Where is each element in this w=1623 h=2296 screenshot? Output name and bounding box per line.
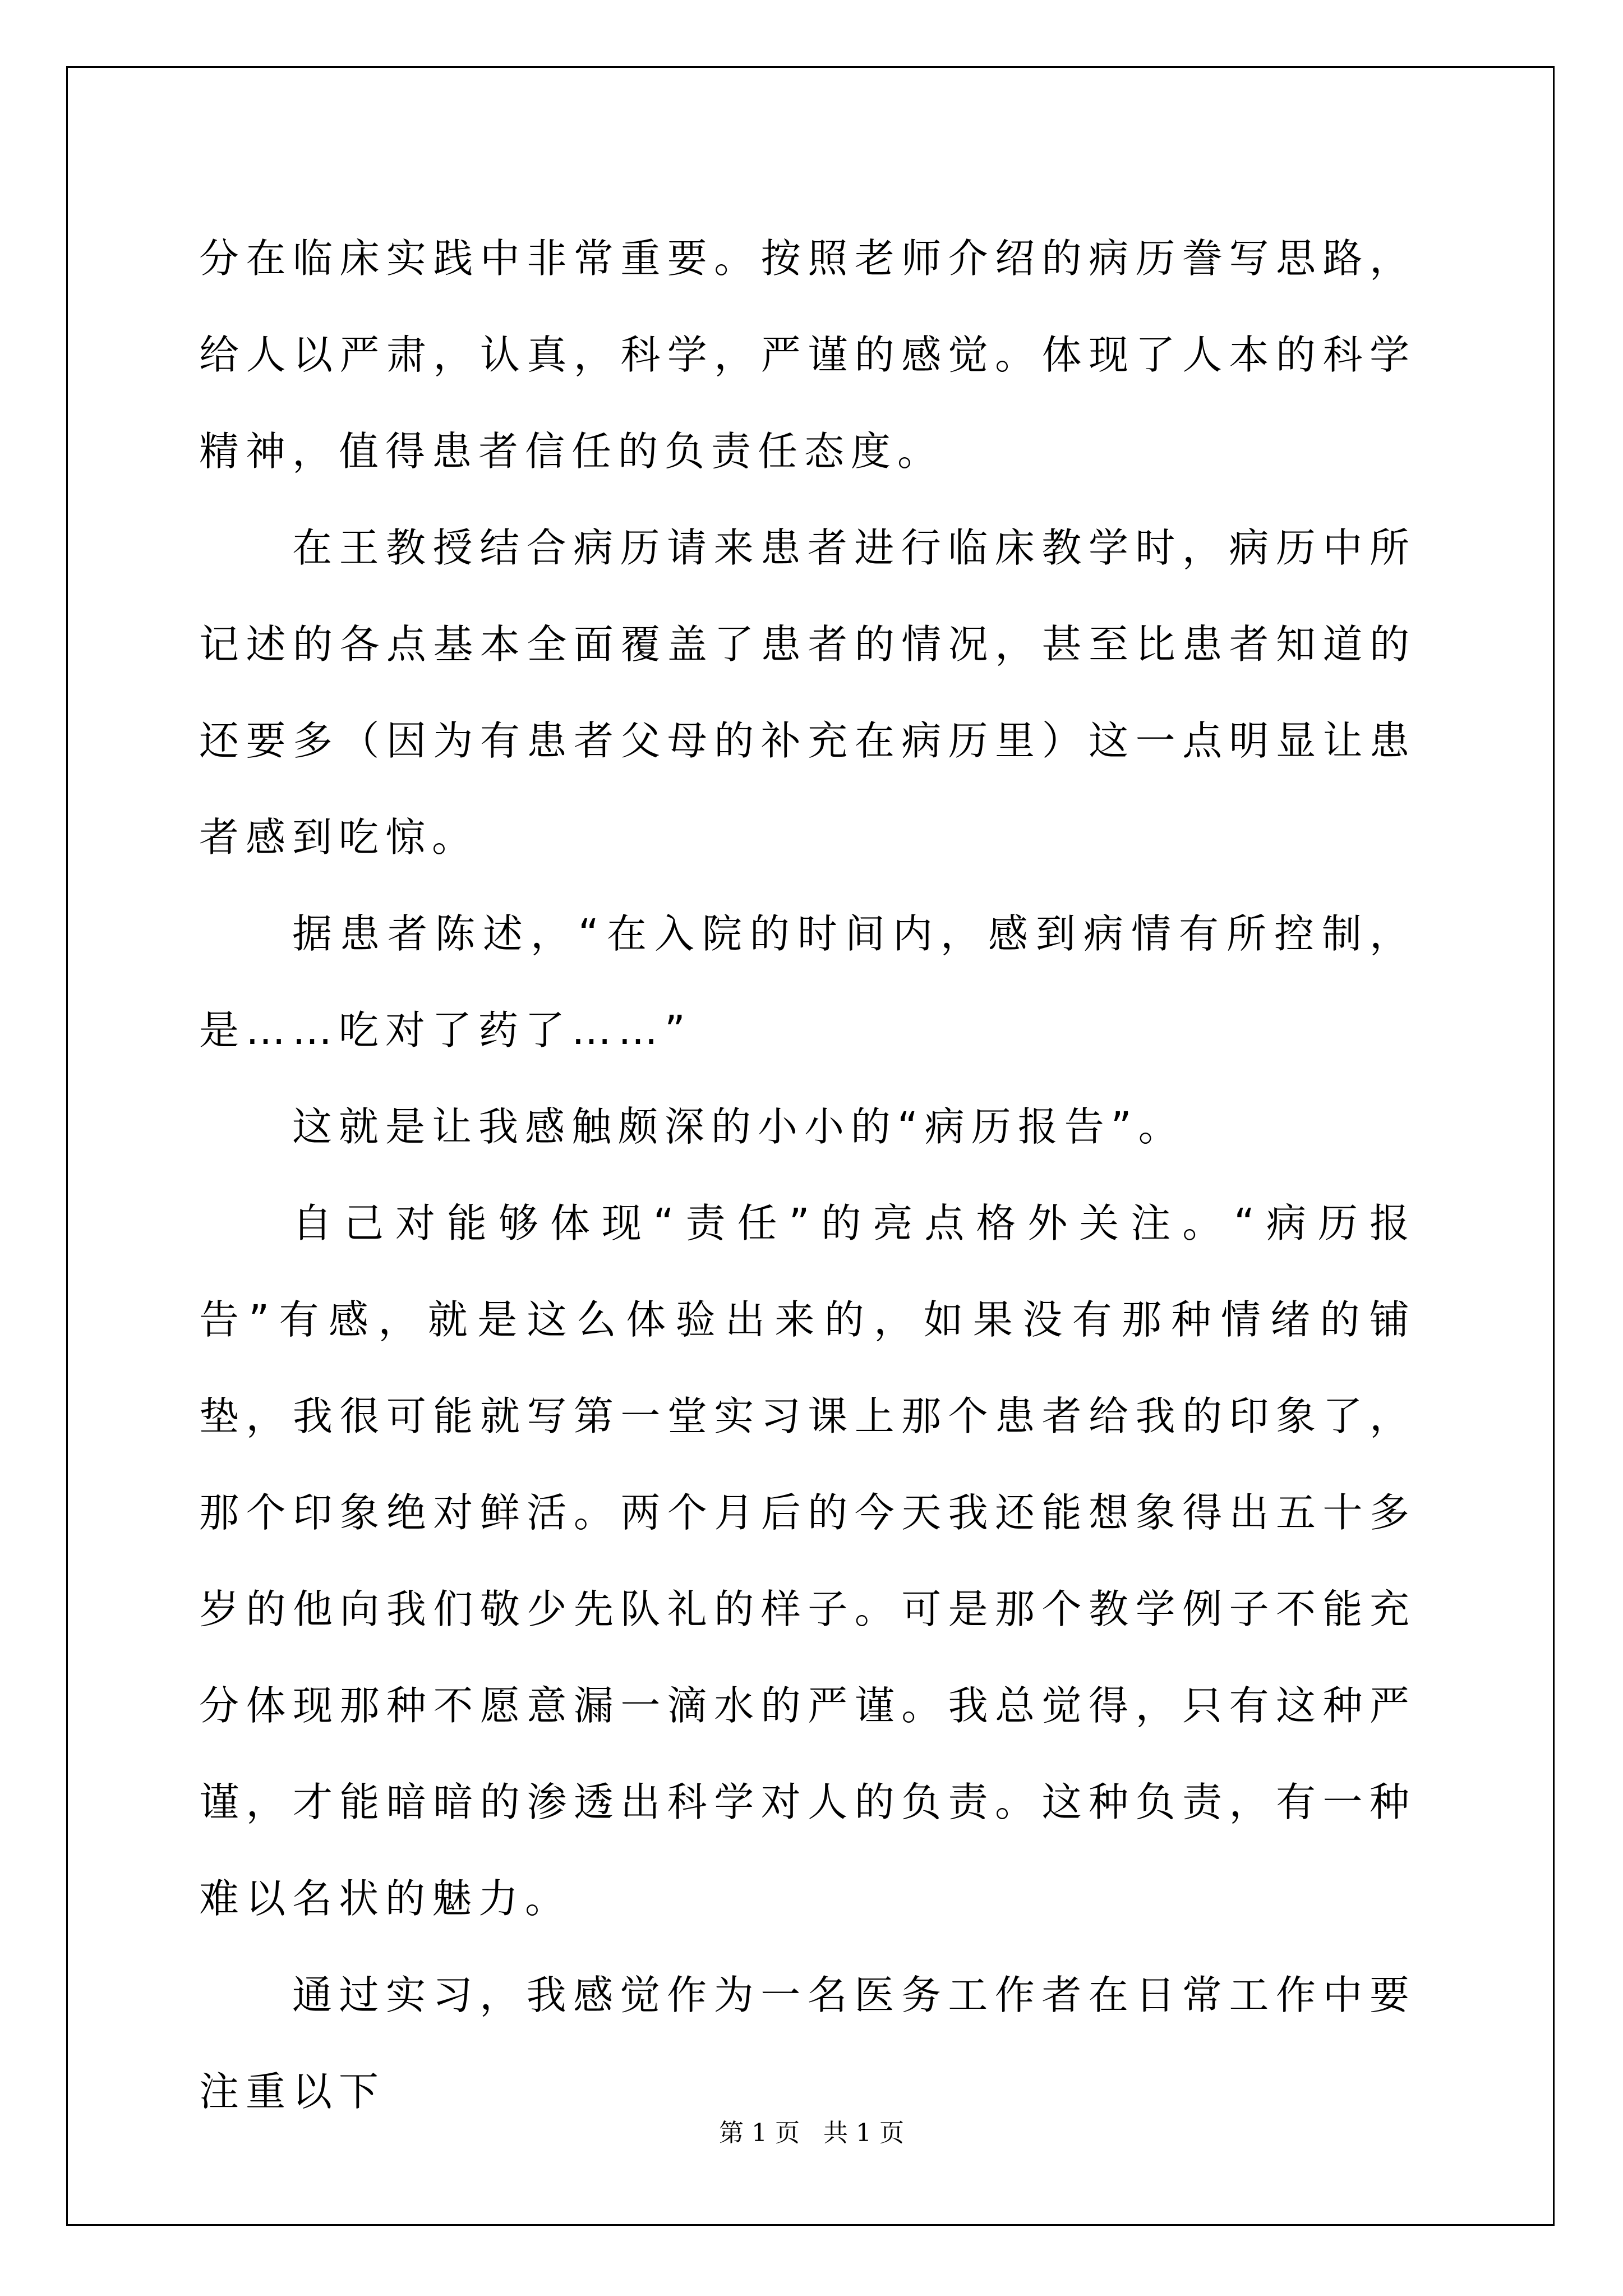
- page-number-footer: 第 1 页 共 1 页: [719, 2119, 904, 2147]
- paragraph-6: 通过实习，我感觉作为一名医务工作者在日常工作中要注重以下: [199, 1972, 1416, 2115]
- paragraph-1: 分在临床实践中非常重要。按照老师介绍的病历誊写思路，给人以严肃，认真，科学，严谨的感觉。体现了人本的科学精神，值得患者信任的负责任态度。: [199, 235, 1416, 475]
- paragraph-3: 据患者陈述，“在入院的时间内，感到病情有所控制，是……吃对了药了……”: [199, 910, 1416, 1053]
- paragraph-5: 自己对能够体现“责任”的亮点格外关注。“病历报告”有感，就是这么体验出来的，如果没有那种情绪的铺垫，我很可能就写第一堂实习课上那个患者给我的印象了，那个印象绝对鲜活。两个月后的今天我还能想象得出五十多岁的他向我们敬少先队礼的样子。可是那个教学例子不能充分体现那种不愿意漏一滴水的严谨。我总觉得，只有这种严谨，才能暗暗的渗透出科学对人的负责。这种负责，有一种难以名状的魅力。: [199, 1200, 1416, 1922]
- document-body: [199, 210, 1416, 2140]
- paragraph-2: 在王教授结合病历请来患者进行临床教学时，病历中所记述的各点基本全面覆盖了患者的情况，甚至比患者知道的还要多（因为有患者父母的补充在病历里）这一点明显让患者感到吃惊。: [199, 524, 1416, 861]
- paragraph-4: 这就是让我感触颇深的小小的“病历报告”。: [292, 1103, 1185, 1150]
